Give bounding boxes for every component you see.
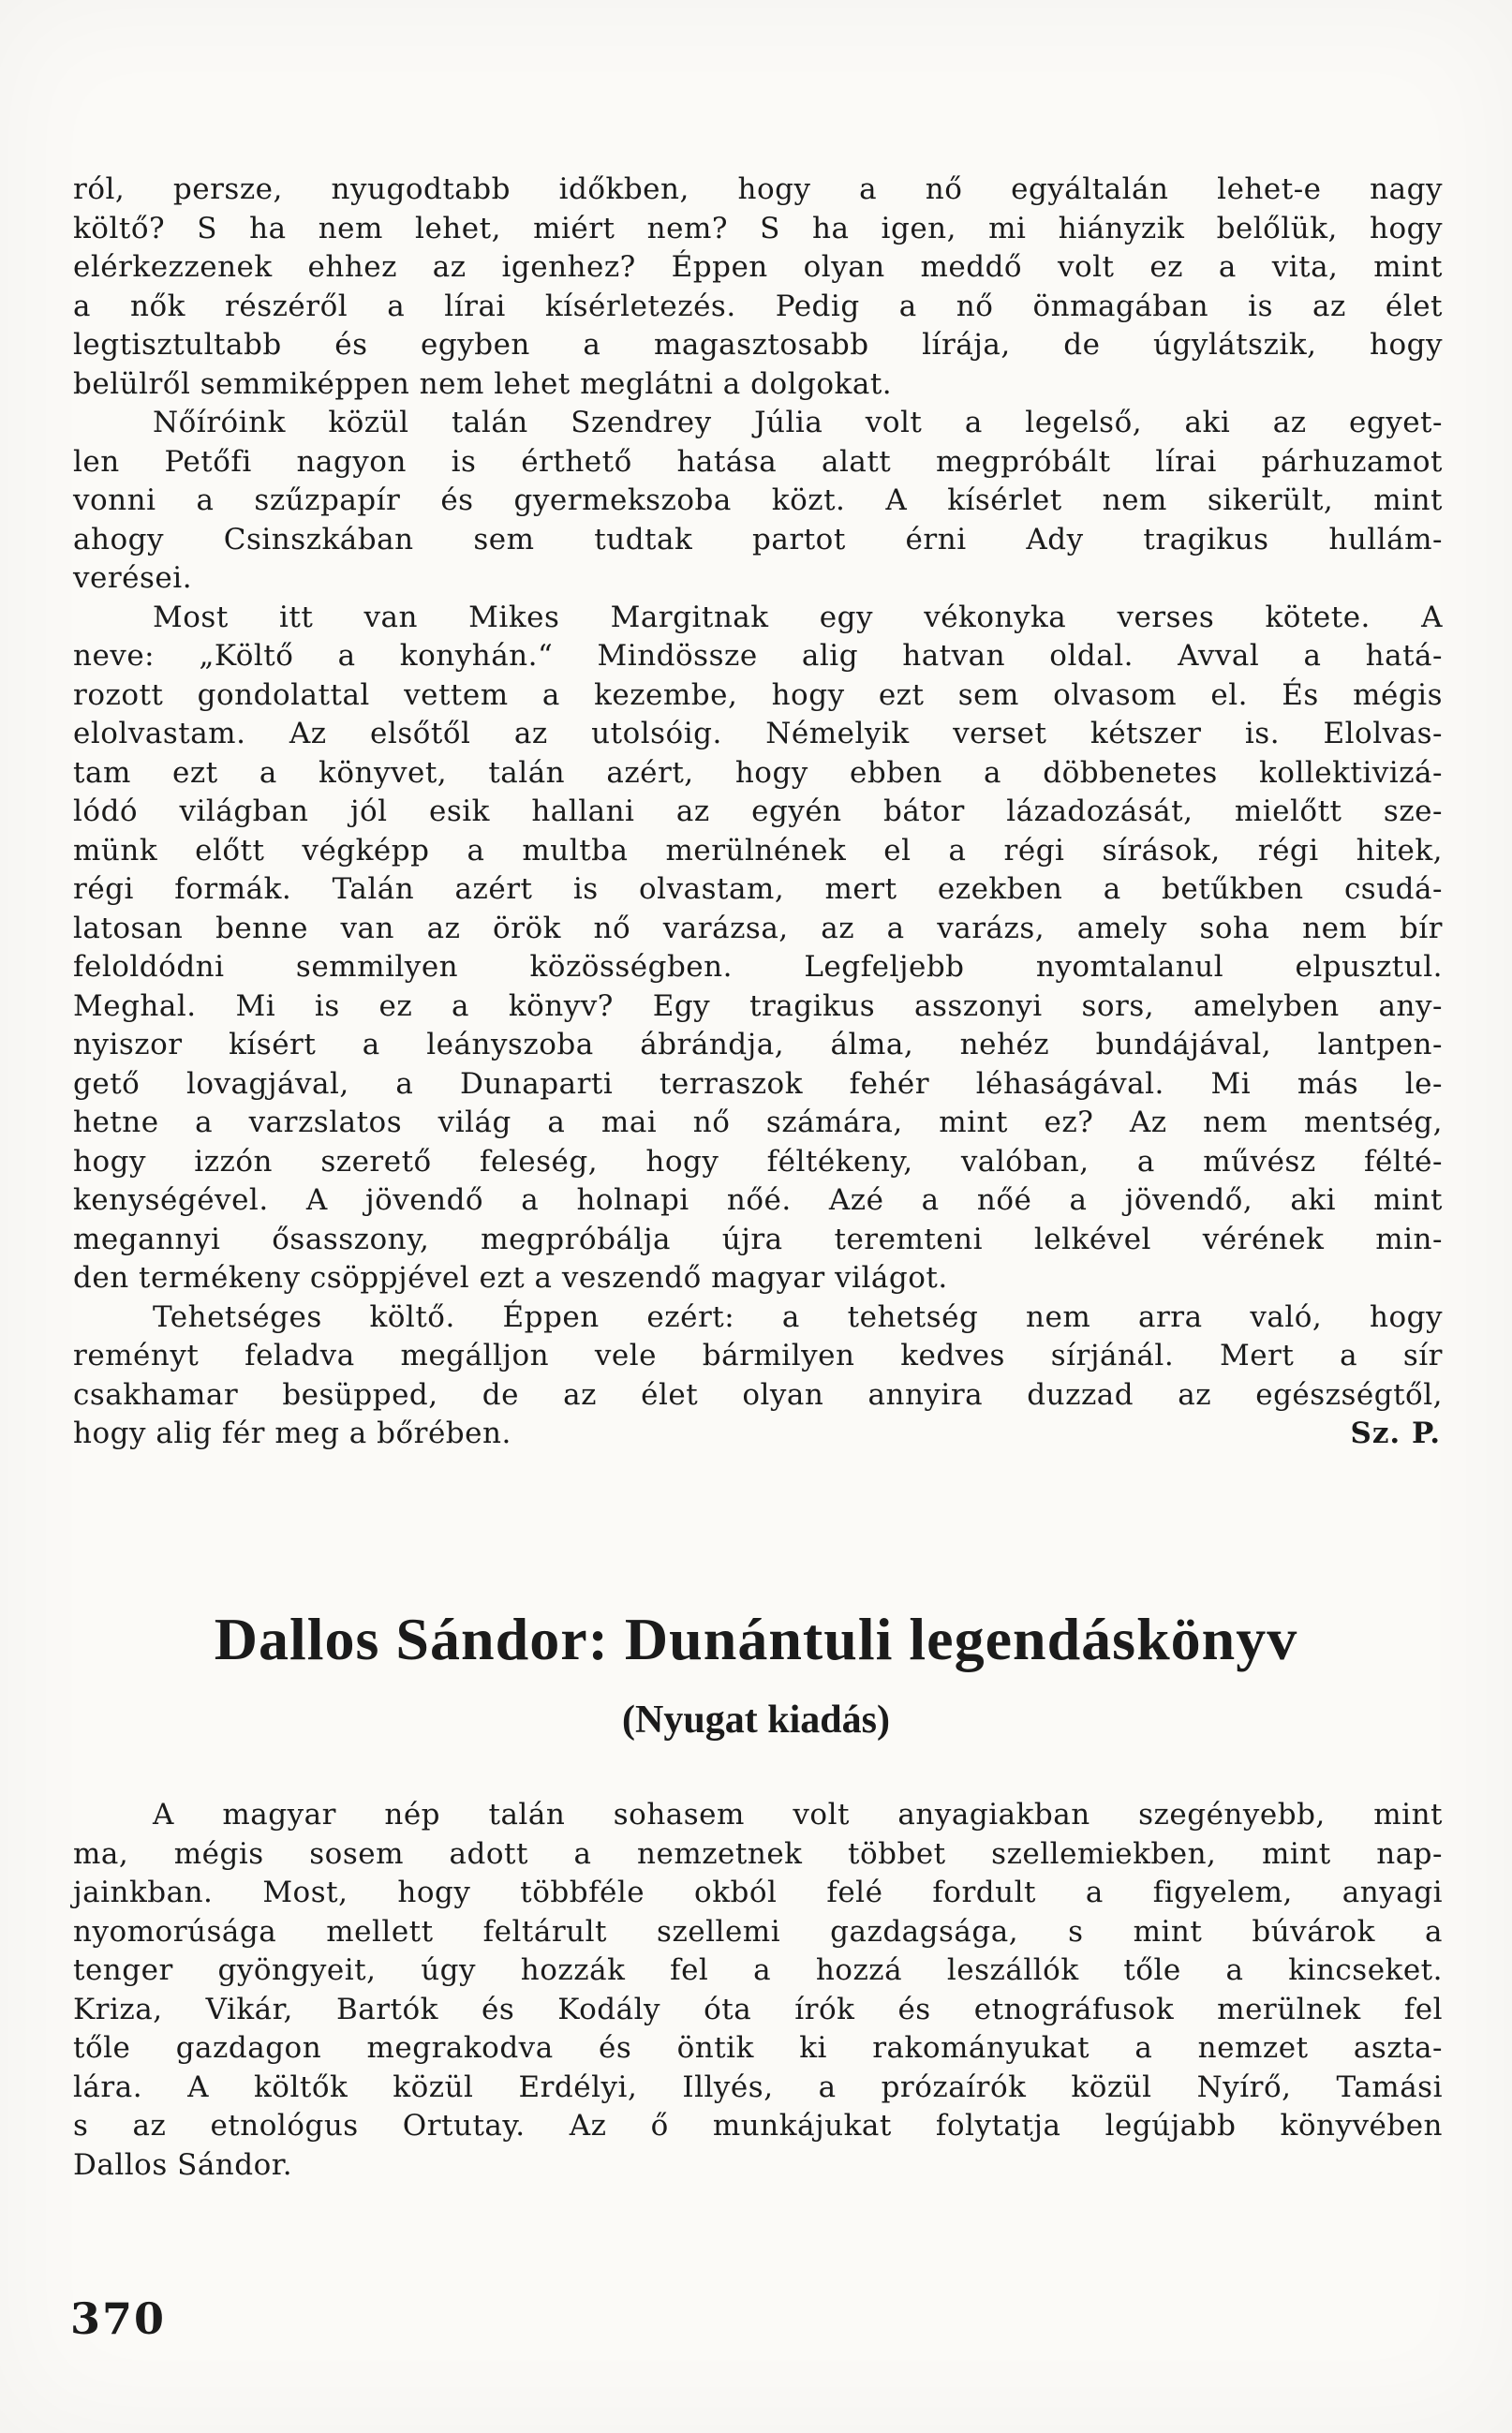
text-line: elolvastam. Az elsőtől az utolsóig. Némelyik verset kétszer is. Elolvas- (73, 717, 1443, 750)
text-line: reményt feladva megálljon vele bármilyen kedves sírjánál. Mert a sír (73, 1339, 1443, 1372)
review-text-block (73, 171, 1443, 1454)
text-line: len Petőfi nagyon is érthető hatása alatt megpróbált lírai párhuzamot (73, 444, 1443, 479)
text-line: neve: „Költő a konyhán.“ Mindössze alig hatvan oldal. Avval a hatá- (73, 639, 1443, 673)
text-line: nyiszor kísért a leányszoba ábrándja, álma, nehéz bundájával, lantpen- (73, 1028, 1443, 1061)
text-line: Most itt van Mikes Margitnak egy vékonyka verses kötete. A (153, 600, 1443, 634)
text-line: gető lovagjával, a Dunaparti terraszok fehér léhaságával. Mi más le- (73, 1066, 1443, 1101)
text-line: tam ezt a könyvet, talán azért, hogy ebben a döbbenetes kollektivizá- (73, 755, 1443, 790)
text-line: s az etnológus Ortutay. Az ő munkájukat folytatja legújabb könyvében (73, 2109, 1443, 2143)
page-number: 370 (70, 2293, 167, 2344)
text-line: Dallos Sándor. (73, 2147, 293, 2182)
text-line: hogy izzón szerető feleség, hogy féltékeny, valóban, a művész félté- (73, 1144, 1443, 1179)
text-line: jainkban. Most, hogy többféle okból felé fordult a figyelem, anyagi (73, 1876, 1443, 1909)
text-line: csakhamar besüpped, de az élet olyan annyira duzzad az egészségtől, (73, 1377, 1443, 1412)
book-heading (0, 1604, 1512, 1743)
paragraph (73, 599, 1443, 1298)
text-line: belülről semmiképpen nem lehet meglátni a dolgokat. (73, 366, 893, 401)
text-line: legtisztultabb és egyben a magasztosabb lírája, de úgylátszik, hogy (73, 328, 1443, 362)
text-line: régi formák. Talán azért is olvastam, mert ezekben a betűkben csudá- (73, 872, 1443, 906)
text-line: Meghal. Mi is ez a könyv? Egy tragikus asszonyi sors, amelyben any- (73, 988, 1443, 1023)
text-line: lára. A költők közül Erdélyi, Illyés, a prózaírók közül Nyírő, Tamási (73, 2070, 1443, 2104)
text-line-text: hogy alig fér meg a bőrében. (73, 1417, 511, 1450)
paragraph (73, 171, 1443, 404)
text-line: lódó világban jól esik hallani az egyén bátor lázadozását, mielőtt sze- (73, 794, 1443, 828)
text-line: ma, mégis sosem adott a nemzetnek többet szellemiekben, mint nap- (73, 1836, 1443, 1871)
text-line: Nőíróink közül talán Szendrey Júlia volt a legelső, aki az egyet- (153, 406, 1443, 439)
text-line (73, 1415, 1443, 1454)
text-line: tenger gyöngyeit, úgy hozzák fel a hozzá leszállók tőle a kincseket. (73, 1953, 1443, 1987)
text-line: ról, persze, nyugodtabb időkben, hogy a nő egyáltalán lehet-e nagy (73, 172, 1443, 206)
legend-review-text-block (73, 1796, 1443, 2185)
text-line: Kriza, Vikár, Bartók és Kodály óta írók és etnográfusok merülnek fel (73, 1992, 1443, 2026)
paragraph (73, 1796, 1443, 2185)
text-line: elérkezzenek ehhez az igenhez? Éppen olyan meddő volt ez a vita, mint (73, 250, 1443, 284)
text-line: hetne a varzslatos világ a mai nő számára, mint ez? Az nem mentség, (73, 1105, 1443, 1139)
text-line: Tehetséges költő. Éppen ezért: a tehetség nem arra való, hogy (153, 1299, 1443, 1334)
text-line: tőle gazdagon megrakodva és öntik ki rakományukat a nemzet aszta- (73, 2031, 1443, 2065)
book-subtitle: (Nyugat kiadás) (622, 1699, 890, 1742)
reviewer-signature: Sz. P. (1350, 1417, 1441, 1450)
paragraph (73, 404, 1443, 599)
text-line: vonni a szűzpapír és gyermekszoba közt. A kísérlet nem sikerült, mint (73, 483, 1443, 517)
text-line: den termékeny csöppjével ezt a veszendő magyar világot. (73, 1261, 948, 1295)
text-line: nyomorúsága mellett feltárult szellemi gazdagsága, s mint búvárok a (73, 1914, 1443, 1949)
paragraph (73, 1298, 1443, 1454)
book-title: Dallos Sándor: Dunántuli legendáskönyv (214, 1606, 1298, 1672)
text-line: kenységével. A jövendő a holnapi nőé. Azé a nőé a jövendő, aki mint (73, 1183, 1443, 1217)
text-line: a nők részéről a lírai kísérletezés. Pedig a nő önmagában is az élet (73, 289, 1443, 323)
text-line: feloldódni semmilyen közösségben. Legfeljebb nyomtalanul elpusztul. (73, 950, 1443, 984)
text-line: münk előtt végképp a multba merülnének el a régi sírások, régi hitek, (73, 833, 1443, 868)
text-line: megannyi ősasszony, megpróbálja újra teremteni lelkével vérének min- (73, 1222, 1443, 1256)
text-line: költő? S ha nem lehet, miért nem? S ha igen, mi hiányzik belőlük, hogy (73, 211, 1443, 245)
text-line: A magyar nép talán sohasem volt anyagiakban szegényebb, mint (153, 1798, 1443, 1832)
text-line: rozott gondolattal vettem a kezembe, hogy ezt sem olvasom el. És mégis (73, 677, 1443, 712)
text-line: verései. (73, 561, 193, 595)
text-line: ahogy Csinszkában sem tudtak partot érni Ady tragikus hullám- (73, 522, 1443, 556)
text-line: latosan benne van az örök nő varázsa, az a varázs, amely soha nem bír (73, 911, 1443, 945)
